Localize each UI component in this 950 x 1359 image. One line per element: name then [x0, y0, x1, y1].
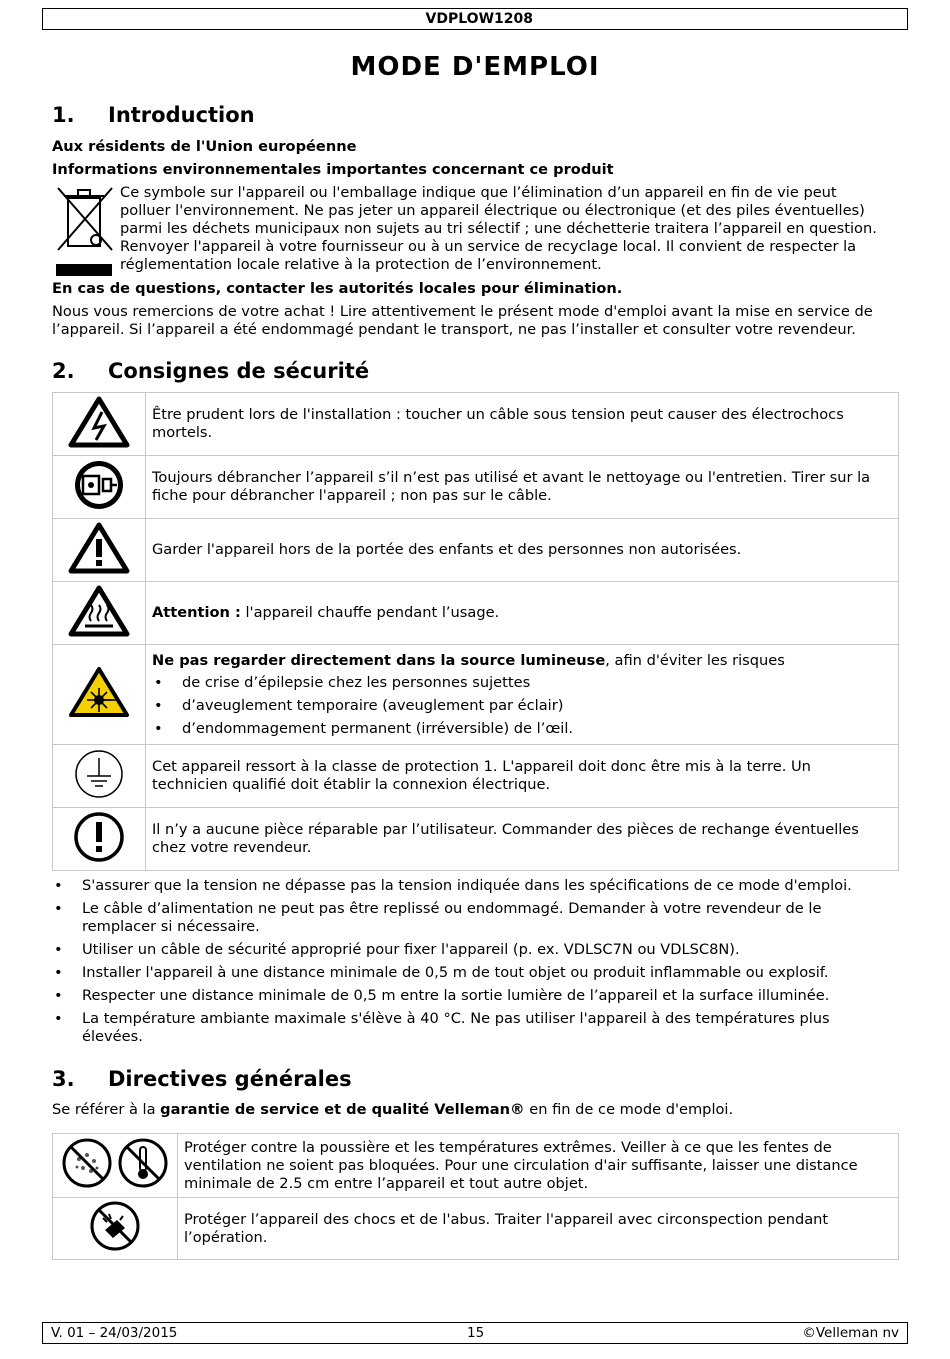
safety-row: Être prudent lors de l'installation : toucher un câble sous tension peut causer des électrochocs mortels. — [53, 393, 899, 456]
unplug-icon — [53, 456, 146, 519]
model-number: VDPLOW1208 — [425, 11, 533, 27]
list-item: • de crise d’épilepsie chez les personnes sujettes — [152, 674, 892, 692]
eu-residents-heading: Aux résidents de l'Union européenne — [52, 138, 357, 155]
safety-row: Attention : l'appareil chauffe pendant l’usage. — [53, 582, 899, 645]
no-shock-icon — [53, 1198, 178, 1260]
safety-row: Cet appareil ressort à la classe de protection 1. L'appareil doit donc être mis à la terre. Un technicien qualifié doit établir la connexion électrique. — [53, 745, 899, 808]
section-2-heading: 2. Consignes de sécurité — [52, 359, 370, 383]
electric-shock-warning-icon — [53, 393, 146, 456]
list-item: • Respecter une distance minimale de 0,5 m entre la sortie lumière de l’appareil et la surface illuminée. — [52, 987, 902, 1005]
safety-row: Garder l'appareil hors de la portée des enfants et des personnes non autorisées. — [53, 519, 899, 582]
list-item: • d’endommagement permanent (irréversible) de l’œil. — [152, 720, 892, 738]
no-user-serviceable-parts-icon — [53, 808, 146, 871]
weee-text: Ce symbole sur l'appareil ou l'emballage indique que l’élimination d’un appareil en fin de vie peut polluer l'environnement. Ne pas jeter un appareil électrique ou électronique (et des piles éventuelles) parmi les déchets municipaux non sujets au tri sélectif ; une déchetterie traitera l’appareil en question. Renvoyer l'appareil à votre fournisseur ou à un service de recyclage local. Il convient de respecter la réglementation locale relative à la protection de l’environnement. — [120, 184, 877, 273]
guideline-row: Protéger contre la poussière et les températures extrêmes. Veiller à ce que les fentes de ventilation ne soient pas bloquées. Pour une circulation d'air suffisante, laisser une distance minimale de 2.5 cm entre l’appareil et tout autre objet. — [53, 1134, 899, 1198]
section-1-heading: 1. Introduction — [52, 103, 255, 127]
page-header — [42, 8, 908, 30]
section-3-heading: 3. Directives générales — [52, 1067, 352, 1091]
list-item: • Installer l'appareil à une distance minimale de 0,5 m de tout objet ou produit inflammable ou explosif. — [52, 964, 902, 982]
warranty-reference: Se référer à la garantie de service et de qualité Velleman® en fin de ce mode d'emploi. — [52, 1101, 734, 1118]
page-number: 15 — [467, 1325, 485, 1341]
no-dust-icon — [61, 1137, 113, 1194]
list-item: • La température ambiante maximale s'élève à 40 °C. Ne pas utiliser l'appareil à des températures plus élevées. — [52, 1010, 902, 1046]
no-extreme-temperature-icon — [117, 1137, 169, 1194]
thanks-paragraph: Nous vous remercions de votre achat ! Lire attentivement le présent mode d'emploi avant la mise en service de l’appareil. Si l’appareil a été endommagé pendant le transport, ne pas l’installer et consulter votre revendeur. — [52, 303, 873, 338]
page-footer — [42, 1322, 908, 1344]
copyright: ©Velleman nv — [802, 1325, 899, 1341]
document-version: V. 01 – 24/03/2015 — [51, 1325, 178, 1341]
list-item: • Le câble d’alimentation ne peut pas être replissé ou endommagé. Demander à votre revendeur de le remplacer si nécessaire. — [52, 900, 902, 936]
environment-info-heading: Informations environnementales importantes concernant ce produit — [52, 161, 614, 178]
safety-row: Ne pas regarder directement dans la source lumineuse, afin d'éviter les risques • de crise d’épilepsie chez les personnes sujettes • d’aveuglement temporaire (aveuglement par éclair) • d’endommagement permanent (irréversible) de l’œil. — [53, 645, 899, 745]
document-title: MODE D'EMPLOI — [350, 52, 600, 82]
guideline-row: Protéger l’appareil des chocs et de l'abus. Traiter l'appareil avec circonspection pendant l’opération. — [53, 1198, 899, 1260]
hot-surface-warning-icon — [53, 582, 146, 645]
guidelines-table — [52, 1133, 899, 1260]
general-warning-icon — [53, 519, 146, 582]
protective-earth-icon — [53, 745, 146, 808]
contact-authorities: En cas de questions, contacter les autorités locales pour élimination. — [52, 280, 623, 297]
list-item: • d’aveuglement temporaire (aveuglement par éclair) — [152, 697, 892, 715]
safety-table — [52, 392, 899, 871]
light-risk-list — [152, 674, 892, 738]
safety-bullet-list — [52, 877, 902, 1046]
list-item: • Utiliser un câble de sécurité approprié pour fixer l'appareil (p. ex. VDLSC7N ou VDLSC8N). — [52, 941, 902, 959]
list-item: • S'assurer que la tension ne dépasse pas la tension indiquée dans les spécifications de ce mode d'emploi. — [52, 877, 902, 895]
weee-bin-icon — [54, 184, 116, 278]
safety-row: Toujours débrancher l’appareil s’il n’est pas utilisé et avant le nettoyage ou l'entretien. Tirer sur la fiche pour débrancher l'appareil ; non pas sur le câble. — [53, 456, 899, 519]
safety-row: Il n’y a aucune pièce réparable par l’utilisateur. Commander des pièces de rechange éventuelles chez votre revendeur. — [53, 808, 899, 871]
laser-light-warning-icon — [53, 645, 146, 745]
